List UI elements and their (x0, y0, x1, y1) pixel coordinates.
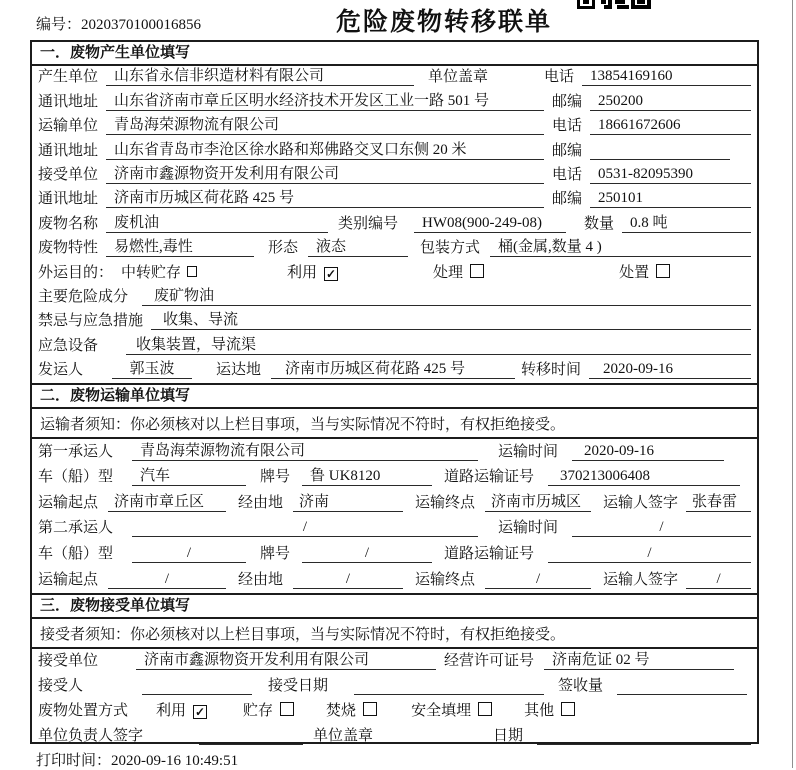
road-permit1-value: 370213006408 (548, 467, 740, 486)
addr1-label: 通讯地址 (38, 93, 99, 110)
other-checkbox (561, 702, 575, 716)
transporter-notice: 运输者须知：你必须核对以上栏目事项，当与实际情况不符时，有权拒绝接受。 (32, 409, 757, 439)
accept-person-value (142, 694, 252, 695)
via1-label: 经由地 (238, 494, 284, 511)
equipment-value: 收集装置，导流渠 (126, 336, 751, 355)
option-utilize-2-label: 利用 (156, 702, 187, 719)
transport-time1-label: 运输时间 (498, 443, 559, 460)
end2-value: / (485, 570, 591, 589)
addr3-label: 通讯地址 (38, 191, 99, 208)
option-other-label: 其他 (524, 702, 555, 719)
zip3-label: 邮编 (552, 191, 583, 208)
date2-label: 日期 (493, 727, 524, 744)
taboo-label: 禁忌与应急措施 (38, 313, 144, 330)
plate1-label: 牌号 (260, 469, 291, 486)
end1-value: 济南市历城区 (485, 493, 591, 512)
row-transfer-purpose (32, 261, 757, 285)
origin1-label: 运输起点 (38, 494, 99, 511)
store-checkbox (280, 702, 294, 716)
row-producer-address (32, 90, 757, 114)
landfill-checkbox (478, 702, 492, 716)
zip2-label: 邮编 (552, 142, 583, 159)
manifest-form (30, 40, 759, 744)
print-time-label: 打印时间： (36, 753, 112, 769)
via1-value: 济南 (293, 493, 403, 512)
carrier-sign1-value: 张春雷 (686, 493, 751, 512)
accept-person-label: 接受人 (38, 677, 84, 694)
transport-time1-value: 2020-09-16 (572, 442, 724, 461)
vehicle-type2-value: / (132, 544, 246, 563)
print-time (36, 749, 238, 770)
dispose-checkbox (656, 264, 670, 278)
row-second-carrier (32, 516, 757, 542)
taboo-value: 收集、导流 (151, 311, 751, 330)
accept-unit-value: 济南市鑫源物资开发利用有限公司 (136, 651, 436, 670)
unit-seal-label: 单位盖章 (428, 69, 489, 86)
carrier-sign2-value: / (686, 570, 751, 589)
row-route-2 (32, 567, 757, 593)
row-waste-traits (32, 237, 757, 261)
option-landfill-label: 安全填埋 (411, 702, 472, 719)
section1-header: 一．废物产生单位填写 (32, 42, 757, 66)
accept-date-value (354, 694, 544, 695)
sender-value: 郭玉波 (112, 360, 192, 379)
producer-label: 产生单位 (38, 69, 99, 86)
road-permit2-value: / (548, 544, 751, 563)
permit-label: 经营许可证号 (444, 652, 535, 669)
incinerate-checkbox (363, 702, 377, 716)
phone2-value: 18661672606 (590, 116, 751, 135)
zip1-value: 250200 (590, 92, 751, 111)
end1-label: 运输终点 (415, 494, 476, 511)
quantity-value: 0.8 吨 (622, 214, 751, 233)
category-code-value: HW08(900-249-08) (414, 214, 566, 233)
origin2-value: / (108, 570, 226, 589)
scan-edge-line (792, 0, 793, 768)
option-incinerate-label: 焚烧 (326, 702, 357, 719)
row-producer (32, 66, 757, 90)
addr2-value: 山东省青岛市李沧区徐水路和郑佛路交叉口东侧 20 米 (106, 141, 544, 160)
origin1-value: 济南市章丘区 (108, 493, 226, 512)
receiver-label: 接受单位 (38, 166, 99, 183)
row-vehicle-2 (32, 541, 757, 567)
option-treat (433, 264, 484, 282)
transfer-time-value: 2020-09-16 (589, 360, 751, 379)
option-other (524, 702, 575, 720)
form-label: 形态 (268, 240, 299, 257)
row-main-hazard (32, 286, 757, 310)
option-dispose (619, 264, 670, 282)
doc-number-value: 2020370100016856 (81, 17, 202, 33)
accept-unit-label: 接受单位 (38, 652, 99, 669)
destination-label: 运达地 (216, 362, 262, 379)
row-vehicle-1 (32, 465, 757, 491)
disposal-label: 废物处置方式 (38, 702, 129, 719)
carrier1-label: 第一承运人 (38, 443, 114, 460)
row-transport-address (32, 139, 757, 163)
hazard-label: 主要危险成分 (38, 288, 129, 305)
traits-value: 易燃性,毒性 (106, 238, 254, 257)
option-store (243, 702, 294, 720)
carrier2-value: / (132, 518, 478, 537)
phone3-label: 电话 (552, 166, 583, 183)
permit-value: 济南危证 02 号 (544, 651, 734, 670)
option-treat-label: 处理 (433, 264, 464, 281)
received-amount-label: 签收量 (558, 677, 604, 694)
end2-label: 运输终点 (415, 571, 476, 588)
option-incinerate (326, 702, 377, 720)
phone3-value: 0531-82095390 (590, 165, 751, 184)
zip2-value (590, 159, 730, 160)
row-accept-unit (32, 649, 757, 674)
option-transit-storage-label: 中转贮存 (121, 264, 182, 281)
purpose-label: 外运目的： (38, 264, 114, 281)
carrier-sign1-label: 运输人签字 (603, 494, 679, 511)
equipment-label: 应急设备 (38, 337, 99, 354)
row-chief-signature (32, 724, 757, 749)
transit-storage-checkbox (187, 266, 197, 277)
destination-value: 济南市历城区荷花路 425 号 (271, 360, 515, 379)
addr3-value: 济南市历城区荷花路 425 号 (106, 189, 544, 208)
page-title: 危险废物转移联单 (335, 9, 552, 36)
plate2-value: / (302, 544, 432, 563)
phone2-label: 电话 (552, 118, 583, 135)
unit-seal2-label: 单位盖章 (313, 727, 374, 744)
carrier2-label: 第二承运人 (38, 520, 114, 537)
category-code-label: 类别编号 (338, 215, 399, 232)
receiver-notice: 接受者须知：你必须核对以上栏目事项，当与实际情况不符时，有权拒绝接受。 (32, 619, 757, 649)
section3-header: 三．废物接受单位填写 (32, 593, 757, 619)
addr1-value: 山东省济南市章丘区明水经济技术开发区工业一路 501 号 (106, 92, 544, 111)
section2-header: 二．废物运输单位填写 (32, 383, 757, 409)
row-route-1 (32, 490, 757, 516)
waste-name-value: 废机油 (106, 214, 328, 233)
zip3-value: 250101 (590, 189, 751, 208)
vehicle-type1-value: 汽车 (132, 467, 246, 486)
transfer-time-label: 转移时间 (521, 362, 582, 379)
road-permit1-label: 道路运输证号 (444, 469, 535, 486)
option-store-label: 贮存 (243, 702, 274, 719)
via2-value: / (293, 570, 403, 589)
row-disposal-method (32, 699, 757, 724)
plate2-label: 牌号 (260, 546, 291, 563)
option-utilize-label: 利用 (287, 264, 318, 281)
road-permit2-label: 道路运输证号 (444, 546, 535, 563)
carrier-sign2-label: 运输人签字 (603, 571, 679, 588)
row-receive-unit (32, 164, 757, 188)
origin2-label: 运输起点 (38, 571, 99, 588)
plate1-value: 鲁 UK8120 (302, 467, 432, 486)
receiver-value: 济南市鑫源物资开发利用有限公司 (106, 165, 544, 184)
addr2-label: 通讯地址 (38, 142, 99, 159)
carrier1-value: 青岛海荣源物流有限公司 (132, 442, 478, 461)
phone1-label: 电话 (544, 69, 575, 86)
option-landfill (411, 702, 492, 720)
row-waste-name (32, 212, 757, 236)
doc-number-label: 编号： (36, 17, 82, 33)
utilize-checkbox (324, 267, 338, 281)
via2-label: 经由地 (238, 571, 284, 588)
row-accept-person (32, 674, 757, 699)
option-utilize (287, 264, 338, 282)
option-dispose-label: 处置 (619, 264, 650, 281)
chief-sign-label: 单位负责人签字 (38, 727, 144, 744)
transporter-label: 运输单位 (38, 118, 99, 135)
waste-name-label: 废物名称 (38, 215, 99, 232)
quantity-label: 数量 (584, 215, 615, 232)
accept-date-label: 接受日期 (268, 677, 329, 694)
print-time-value: 2020-09-16 10:49:51 (111, 753, 239, 769)
check-mark: ✓ (195, 704, 206, 719)
phone1-value: 13854169160 (582, 67, 751, 86)
option-utilize-2 (156, 702, 207, 720)
sender-label: 发运人 (38, 362, 84, 379)
packing-label: 包装方式 (420, 240, 481, 257)
vehicle-type2-label: 车（船）型 (38, 546, 114, 563)
transport-time2-label: 运输时间 (498, 520, 559, 537)
row-receive-address (32, 188, 757, 212)
row-emergency-equipment (32, 334, 757, 358)
utilize2-checkbox (193, 705, 207, 719)
form-value: 液态 (308, 238, 408, 257)
treat-checkbox (470, 264, 484, 278)
date2-value (537, 744, 751, 745)
transport-time2-value: / (572, 518, 751, 537)
zip1-label: 邮编 (552, 93, 583, 110)
chief-sign-value (199, 744, 303, 745)
option-transit-storage (121, 264, 197, 282)
row-first-carrier (32, 439, 757, 465)
packing-value: 桶(金属,数量 4 ) (490, 238, 751, 257)
check-mark: ✓ (326, 266, 337, 281)
row-sender (32, 359, 757, 383)
transporter-value: 青岛海荣源物流有限公司 (106, 116, 544, 135)
row-emergency-measures (32, 310, 757, 334)
vehicle-type1-label: 车（船）型 (38, 469, 114, 486)
received-amount-value (617, 694, 747, 695)
hazard-value: 废矿物油 (142, 287, 751, 306)
row-transport-unit (32, 115, 757, 139)
producer-value: 山东省永信非织造材料有限公司 (106, 67, 414, 86)
traits-label: 废物特性 (38, 240, 99, 257)
